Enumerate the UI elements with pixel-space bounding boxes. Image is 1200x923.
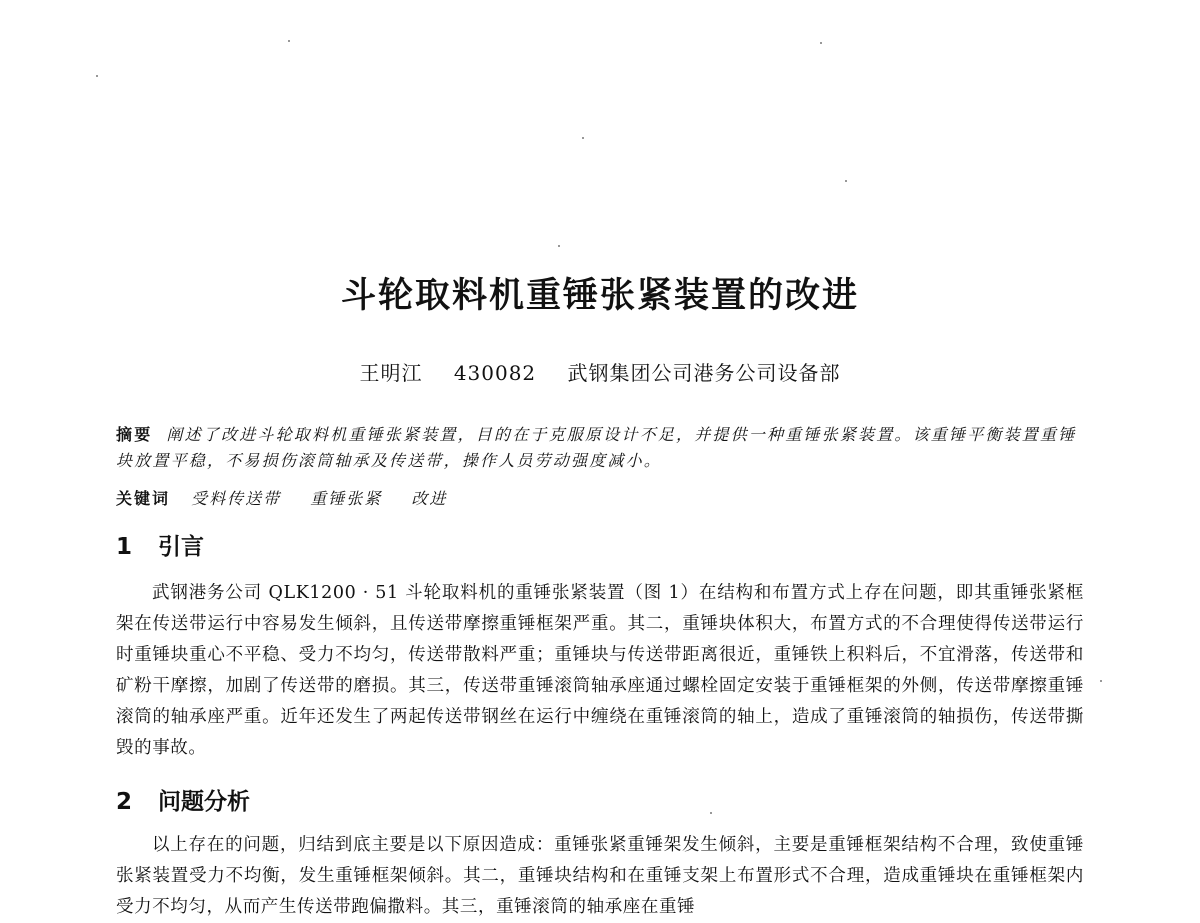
- scan-speck: [820, 42, 822, 44]
- postcode: 430082: [453, 361, 537, 385]
- abstract-text: 阐述了改进斗轮取料机重锤张紧装置，目的在于克服原设计不足，并提供一种重锤张紧装置。该重锤平衡装置重锤块放置平稳，不易损伤滚筒轴承及传送带，操作人员劳动强度减小。: [116, 425, 1077, 470]
- section-heading: [116, 783, 250, 816]
- keyword: 重锤张紧: [310, 489, 383, 508]
- scan-speck: [710, 812, 712, 814]
- author-name: 王明江: [359, 361, 423, 385]
- paper-title: 斗轮取料机重锤张紧装置的改进: [340, 276, 859, 316]
- section-title: 问题分析: [158, 789, 250, 815]
- scan-speck: [845, 180, 847, 182]
- scan-speck: [558, 245, 560, 247]
- section-number: 2: [116, 789, 133, 815]
- scan-speck: [1100, 680, 1102, 682]
- scan-speck: [582, 137, 584, 139]
- section-paragraph: 以上存在的问题，归结到底主要是以下原因造成：重锤张紧重锤架发生倾斜，主要是重锤框架结构不合理，致使重锤张紧装置受力不均衡，发生重锤框架倾斜。其二，重锤块结构和在重锤支架上布置形式不合理，造成重锤块在重锤框架内受力不均匀，从而产生传送带跑偏撒料。其三，重锤滚筒的轴承座在重锤: [116, 835, 1084, 917]
- scan-speck: [96, 75, 98, 77]
- scan-speck: [288, 40, 290, 42]
- abstract: [116, 422, 1084, 474]
- author-line: [0, 357, 1200, 386]
- keyword: 改进: [411, 489, 448, 508]
- section-paragraph: 武钢港务公司 QLK1200 · 51 斗轮取料机的重锤张紧装置（图 1）在结构和布置方式上存在问题，即其重锤张紧框架在传送带运行中容易发生倾斜，且传送带摩擦重锤框架严重。其二，重锤块体积大，布置方式的不合理使得传送带运行时重锤块重心不平稳、受力不均匀，传送带散料严重；重锤块与传送带距离很近，重锤铁上积料后，不宜滑落，传送带和矿粉干摩擦，加剧了传送带的磨损。其三，传送带重锤滚筒轴承座通过螺栓固定安装于重锤框架的外侧，传送带摩擦重锤滚筒的轴承座严重。近年还发生了两起传送带钢丝在运行中缠绕在重锤滚筒的轴上，造成了重锤滚筒的轴损伤，传送带撕毁的事故。: [116, 583, 1084, 758]
- section-heading: [116, 528, 204, 561]
- abstract-label: 摘要: [116, 425, 153, 444]
- section-number: 1: [116, 534, 133, 560]
- section-title: 引言: [158, 534, 204, 560]
- keywords: [116, 486, 1084, 512]
- keywords-label: 关键词: [116, 489, 171, 508]
- affiliation: 武钢集团公司港务公司设备部: [567, 361, 841, 385]
- keyword: 受料传送带: [191, 489, 282, 508]
